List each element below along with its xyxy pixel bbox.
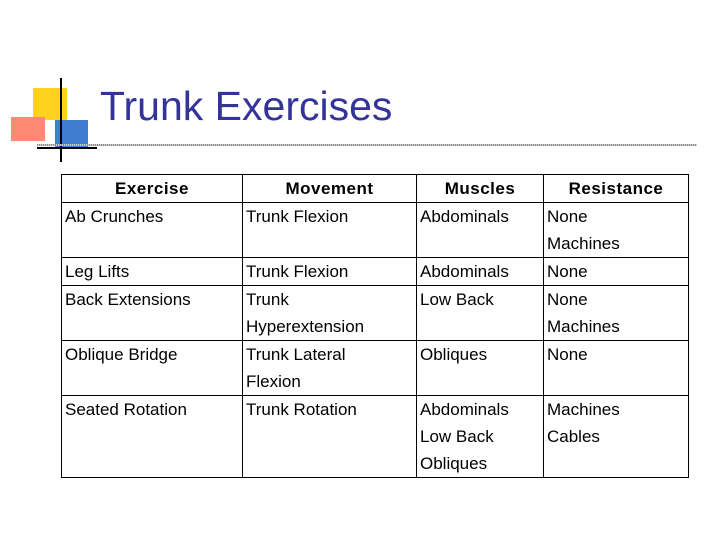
cell-line: Obliques — [420, 345, 488, 364]
cell-line: Machines — [547, 234, 620, 253]
cell-muscles — [417, 341, 544, 396]
cell-line: Leg Lifts — [65, 262, 130, 281]
cell-line: Abdominals — [420, 262, 509, 281]
cell-exercise — [62, 286, 243, 341]
header-movement: Movement — [243, 175, 417, 203]
logo-vertical-line — [60, 78, 62, 162]
cell-movement — [243, 286, 417, 341]
cell-movement — [243, 341, 417, 396]
cell-resistance — [544, 341, 689, 396]
logo-horizontal-line — [37, 147, 97, 149]
cell-line: None — [547, 207, 588, 226]
cell-muscles — [417, 203, 544, 258]
cell-line: Machines — [547, 317, 620, 336]
title-underline-rule — [37, 144, 697, 146]
cell-line: Trunk Flexion — [246, 207, 349, 226]
cell-muscles — [417, 396, 544, 478]
cell-muscles — [417, 286, 544, 341]
cell-line: Back Extensions — [65, 290, 191, 309]
cell-resistance — [544, 258, 689, 286]
cell-line: None — [547, 345, 588, 364]
cell-movement — [243, 396, 417, 478]
cell-line: Trunk Rotation — [246, 400, 357, 419]
table-row — [62, 258, 689, 286]
cell-resistance — [544, 286, 689, 341]
cell-muscles — [417, 258, 544, 286]
cell-line: Flexion — [246, 372, 301, 391]
cell-line: Low Back — [420, 290, 494, 309]
cell-movement — [243, 258, 417, 286]
table-row — [62, 396, 689, 478]
cell-line: None — [547, 290, 588, 309]
table-row — [62, 203, 689, 258]
table-header-row — [62, 175, 689, 203]
cell-line: Abdominals — [420, 400, 509, 419]
cell-exercise — [62, 396, 243, 478]
cell-line: Ab Crunches — [65, 207, 164, 226]
cell-exercise — [62, 258, 243, 286]
table-row — [62, 341, 689, 396]
cell-exercise — [62, 203, 243, 258]
header-resistance: Resistance — [544, 175, 689, 203]
header-exercise: Exercise — [62, 175, 243, 203]
cell-line: Trunk — [246, 290, 289, 309]
cell-movement — [243, 203, 417, 258]
cell-line: Trunk Lateral — [246, 345, 346, 364]
cell-line: None — [547, 262, 588, 281]
cell-line: Seated Rotation — [65, 400, 187, 419]
logo-red-square — [11, 117, 45, 141]
slide-title: Trunk Exercises — [100, 83, 393, 129]
cell-line: Obliques — [420, 454, 488, 473]
exercise-table — [61, 174, 689, 478]
cell-line: Trunk Flexion — [246, 262, 349, 281]
cell-resistance — [544, 396, 689, 478]
cell-line: Low Back — [420, 427, 494, 446]
cell-exercise — [62, 341, 243, 396]
header-muscles: Muscles — [417, 175, 544, 203]
cell-resistance — [544, 203, 689, 258]
cell-line: Hyperextension — [246, 317, 365, 336]
table-row — [62, 286, 689, 341]
cell-line: Oblique Bridge — [65, 345, 178, 364]
cell-line: Abdominals — [420, 207, 509, 226]
cell-line: Cables — [547, 427, 600, 446]
cell-line: Machines — [547, 400, 620, 419]
